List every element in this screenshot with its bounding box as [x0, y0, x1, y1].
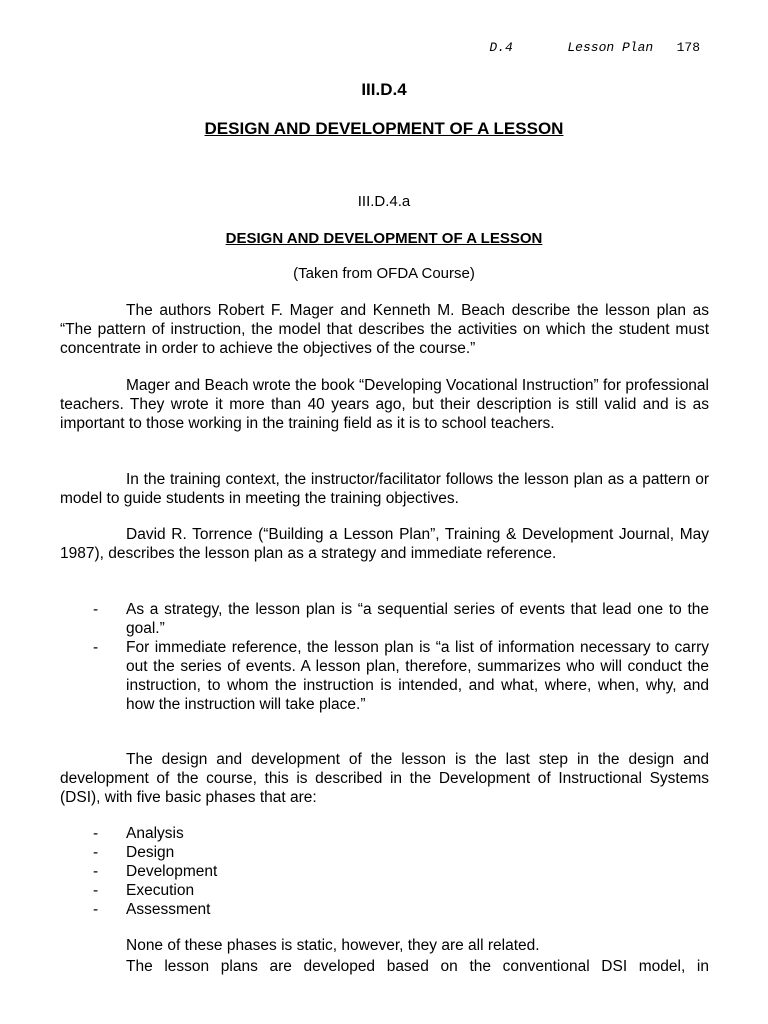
paragraph-vocational-instruction: Mager and Beach wrote the book “Developing Vocational Instruction” for professional teachers. They wrote it more than 40 years ago, but their description is still valid and is as important to those working in the training field as it is to school teachers.	[60, 377, 709, 432]
bullet-marker: -	[93, 863, 99, 880]
list-item	[60, 843, 709, 862]
paragraph-lesson-plans-dsi: The lesson plans are developed based on the conventional DSI model, in	[126, 958, 709, 975]
list-item	[60, 900, 709, 919]
bullet-marker: -	[93, 844, 99, 861]
bullet-marker: -	[93, 825, 99, 842]
paragraph-torrence: David R. Torrence (“Building a Lesson Plan”, Training & Development Journal, May 1987), describes the lesson plan as a strategy and immediate reference.	[60, 526, 709, 562]
source-note: (Taken from OFDA Course)	[293, 265, 475, 282]
header-page-number: 178	[676, 40, 700, 55]
list-item	[60, 862, 709, 881]
paragraph-phases-related: None of these phases is static, however, they are all related.	[126, 937, 540, 954]
paragraph-mager-beach-definition: The authors Robert F. Mager and Kenneth M. Beach describe the lesson plan as “The pattern of instruction, the model that describes the activities on which the student must concentrate in order to achieve the objectives of the course.”	[60, 302, 709, 357]
bullet-marker: -	[93, 882, 99, 899]
section-code: III.D.4	[361, 80, 407, 99]
phase-name: Design	[126, 844, 175, 861]
phase-name: Analysis	[126, 825, 184, 842]
list-item	[60, 638, 709, 714]
phase-name: Development	[126, 863, 218, 880]
bullet-marker: -	[93, 601, 99, 618]
list-item-text: For immediate reference, the lesson plan is “a list of information necessary to carry out the series of events. A lesson plan, therefore, summarizes who will conduct the instruction, to whom the instruction is intended, and what, where, when, why, and how the instruction will take place.”	[126, 639, 709, 713]
list-item-text: As a strategy, the lesson plan is “a sequential series of events that lead one to the goal.”	[126, 601, 709, 637]
paragraph-dsi: The design and development of the lesson is the last step in the design and development of the course, this is described in the Development of Instructional Systems (DSI), with five basic phases that are:	[60, 751, 709, 806]
subsection-code: III.D.4.a	[357, 193, 411, 210]
list-item	[60, 824, 709, 843]
page-title: DESIGN AND DEVELOPMENT OF A LESSON	[204, 119, 564, 138]
running-header	[489, 40, 700, 55]
phase-name: Execution	[126, 882, 195, 899]
header-section: D.4	[489, 40, 513, 55]
phase-list	[60, 824, 709, 919]
bullet-marker: -	[93, 639, 99, 656]
torrence-bullet-list	[60, 600, 709, 714]
header-doc-title: Lesson Plan	[567, 40, 654, 55]
paragraph-training-context: In the training context, the instructor/facilitator follows the lesson plan as a pattern or model to guide students in meeting the training objectives.	[60, 471, 709, 507]
subsection-title: DESIGN AND DEVELOPMENT OF A LESSON	[225, 230, 543, 247]
list-item	[60, 881, 709, 900]
bullet-marker: -	[93, 901, 99, 918]
phase-name: Assessment	[126, 901, 211, 918]
list-item	[60, 600, 709, 638]
